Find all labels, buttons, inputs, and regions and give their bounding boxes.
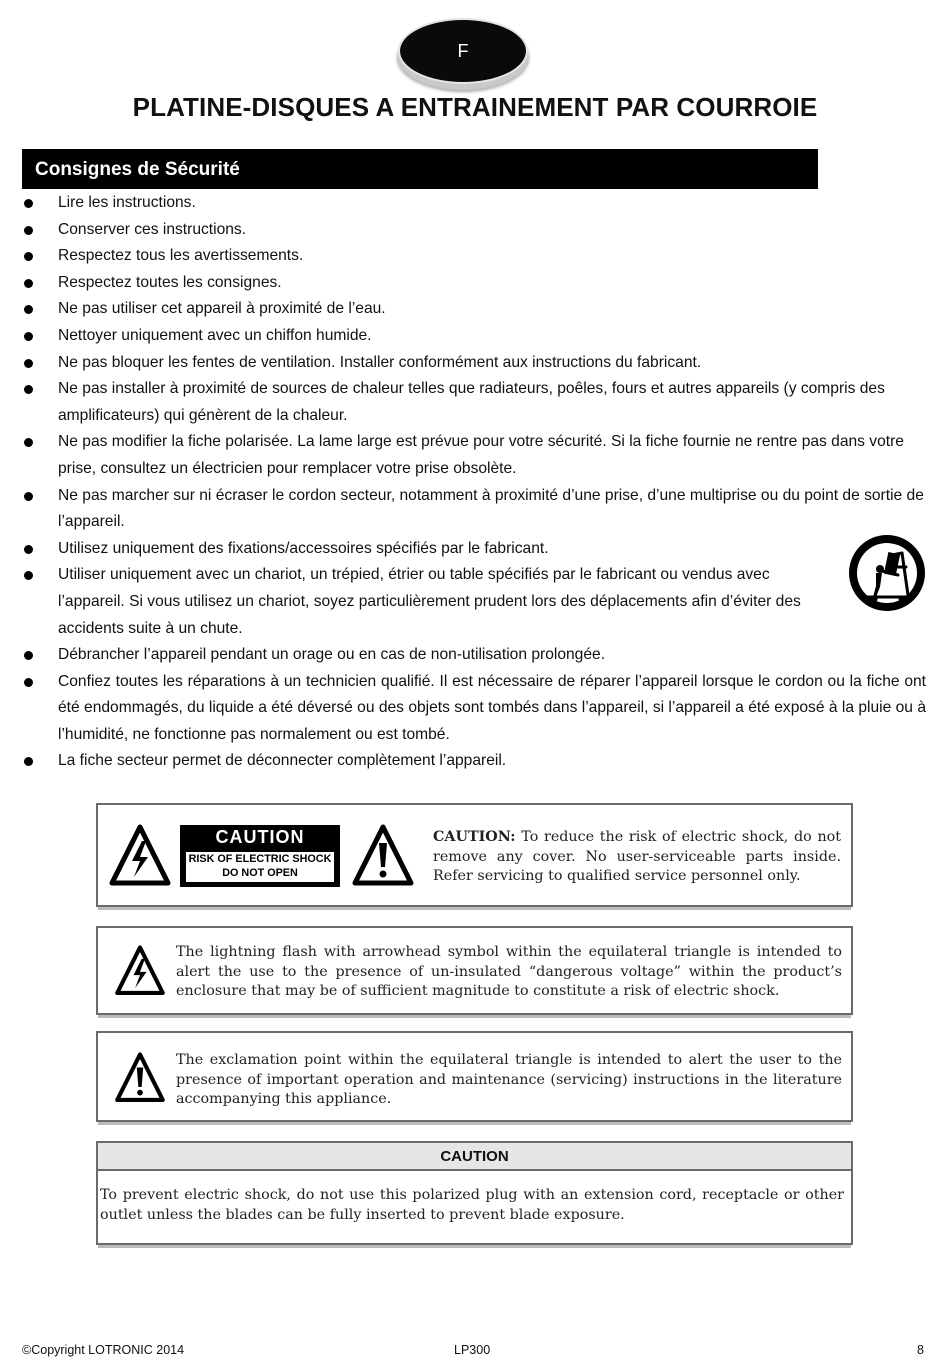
list-item: Lire les instructions. xyxy=(0,190,950,217)
bullet-icon xyxy=(24,279,33,288)
bullet-icon xyxy=(24,438,33,447)
lightning-explanation-text: The lightning flash with arrowhead symbol within the equilateral triangle is intended to alert the use to the presence of un-insulated “dangerous voltage” within the product’s enclosure that may be of sufficient magnitude to constitute a risk of electric shock. xyxy=(176,944,842,999)
bullet-icon xyxy=(24,385,33,394)
list-item: Utiliser uniquement avec un chariot, un trépied, étrier ou table spécifiés par le fabricant ou vendus avec l’appareil. Si vous utilisez un chariot, soyez particulièrement prudent lors des déplacements afin d’éviter des accidents suite à un chute. xyxy=(0,562,950,642)
lightning-triangle-icon xyxy=(108,823,172,889)
caution-warning-box xyxy=(96,803,853,907)
list-item: Ne pas utiliser cet appareil à proximité de l’eau. xyxy=(0,296,950,323)
list-item: Ne pas modifier la fiche polarisée. La lame large est prévue pour votre sécurité. Si la fiche fournie ne rentre pas dans votre prise, consultez un électricien pour remplacer votre prise obsolète. xyxy=(0,429,950,482)
caution-sign: CAUTION RISK OF ELECTRIC SHOCK DO NOT OPEN xyxy=(180,825,340,887)
lightning-explanation-box xyxy=(96,926,853,1015)
section-header: Consignes de Sécurité xyxy=(22,149,818,189)
list-item: Respectez toutes les consignes. xyxy=(0,270,950,297)
language-badge xyxy=(398,18,528,84)
bullet-icon xyxy=(24,359,33,368)
polarized-plug-caution-box xyxy=(96,1141,853,1245)
bullet-icon xyxy=(24,252,33,261)
footer-model: LP300 xyxy=(454,1343,491,1357)
lightning-triangle-icon xyxy=(114,944,166,998)
exclamation-triangle-icon xyxy=(351,823,415,889)
bullet-icon xyxy=(24,757,33,766)
list-item: Ne pas marcher sur ni écraser le cordon secteur, notamment à proximité d’une prise, d’une multiprise ou du point de sortie de l’appareil. xyxy=(0,483,950,536)
list-item: Ne pas installer à proximité de sources de chaleur telles que radiateurs, poêles, fours et autres appareils (y compris des amplificateurs) qui génèrent de la chaleur. xyxy=(0,376,950,429)
exclamation-explanation-box xyxy=(96,1031,853,1122)
bullet-icon xyxy=(24,571,33,580)
bullet-icon xyxy=(24,678,33,687)
bullet-icon xyxy=(24,199,33,208)
caution-text: CAUTION: To reduce the risk of electric shock, do not remove any cover. No user-serviceable parts inside. Refer servicing to qualified service personnel only. xyxy=(433,829,841,884)
bullet-icon xyxy=(24,332,33,341)
footer-copyright: ©Copyright LOTRONIC 2014 xyxy=(22,1343,185,1357)
plug-caution-text: To prevent electric shock, do not use this polarized plug with an extension cord, receptacle or other outlet unless the blades can be fully inserted to prevent blade exposure. xyxy=(100,1187,844,1223)
exclamation-triangle-icon xyxy=(114,1051,166,1105)
list-item: Ne pas bloquer les fentes de ventilation. Installer conformément aux instructions du fabricant. xyxy=(0,350,950,377)
list-item: Débrancher l’appareil pendant un orage ou en cas de non-utilisation prolongée. xyxy=(0,642,950,669)
safety-instructions-list xyxy=(0,190,950,775)
plug-caution-header: CAUTION xyxy=(98,1143,851,1171)
list-item: Respectez tous les avertissements. xyxy=(0,243,950,270)
cart-tip-over-warning-icon xyxy=(846,533,928,615)
exclamation-explanation-text: The exclamation point within the equilateral triangle is intended to alert the user to the presence of important operation and maintenance (servicing) instructions in the literature accompanying this appliance. xyxy=(176,1052,842,1107)
footer-page-number: 8 xyxy=(917,1343,924,1357)
bullet-icon xyxy=(24,492,33,501)
list-item: Confiez toutes les réparations à un technicien qualifié. Il est nécessaire de réparer l’appareil lorsque le cordon ou la fiche ont été endommagés, du liquide a été déversé ou des objets sont tombés dans l’appareil, si l’appareil a été exposé à la pluie ou à l’humidité, ne fonctionne pas normalement ou est tombé. xyxy=(0,669,950,749)
list-item: La fiche secteur permet de déconnecter complètement l’appareil. xyxy=(0,748,950,775)
language-badge-label: F xyxy=(457,40,469,61)
bullet-icon xyxy=(24,226,33,235)
bullet-icon xyxy=(24,651,33,660)
page-title: PLATINE-DISQUES A ENTRAINEMENT PAR COURROIE xyxy=(132,92,818,122)
list-item: Utilisez uniquement des fixations/accessoires spécifiés par le fabricant. xyxy=(0,536,950,563)
list-item: Conserver ces instructions. xyxy=(0,217,950,244)
bullet-icon xyxy=(24,545,33,554)
list-item: Nettoyer uniquement avec un chiffon humide. xyxy=(0,323,950,350)
bullet-icon xyxy=(24,305,33,314)
